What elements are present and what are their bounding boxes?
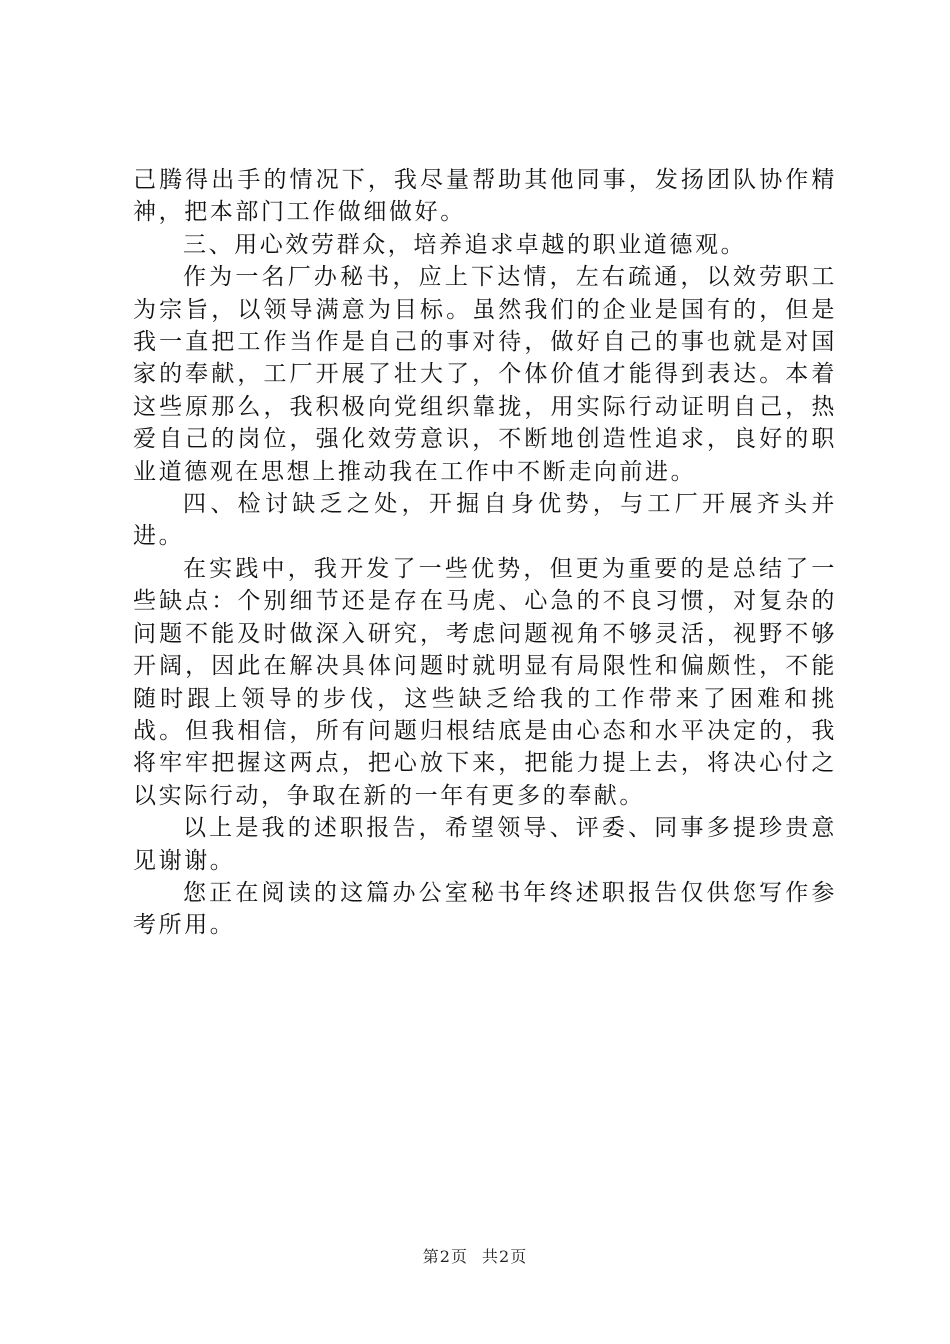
section-heading-three: 三、用心效劳群众，培养追求卓越的职业道德观。 (183, 231, 747, 258)
paragraph-closing: 以上是我的述职报告，希望领导、评委、同事多提珍贵意见谢谢。 (133, 815, 837, 874)
page-number: 第2页 (422, 1247, 468, 1266)
paragraph-secretary-duties: 作为一名厂办秘书，应上下达情，左右疏通，以效劳职工为宗旨，以领导满意为目标。虽然我们的企业是国有的，但是我一直把工作当作是自己的事对待，做好自己的事也就是对国家的奉献，工厂开展了壮大了，个体价值才能得到表达。本着这些原那么，我积极向党组织靠拢，用实际行动证明自己，热爱自己的岗位，强化效劳意识，不断地创造性追求，良好的职业道德观在思想上推动我在工作中不断走向前进。 (133, 264, 837, 485)
page-footer (0, 1244, 950, 1267)
paragraph-continuation: 己腾得出手的情况下，我尽量帮助其他同事，发扬团队协作精神，把本部门工作做细做好。 (133, 167, 837, 226)
section-heading-four: 四、检讨缺乏之处，开掘自身优势，与工厂开展齐头并进。 (133, 491, 837, 550)
document-body (133, 164, 837, 942)
paragraph-shortcomings: 在实践中，我开发了一些优势，但更为重要的是总结了一些缺点：个别细节还是存在马虎、心急的不良习惯，对复杂的问题不能及时做深入研究，考虑问题视角不够灵活，视野不够开阔，因此在解决具体问题时就明显有局限性和偏颇性，不能随时跟上领导的步伐，这些缺乏给我的工作带来了困难和挑战。但我相信，所有问题归根结底是由心态和水平决定的，我将牢牢把握这两点，把心放下来，把能力提上去，将决心付之以实际行动，争取在新的一年有更多的奉献。 (133, 555, 837, 809)
paragraph-reference-note: 您正在阅读的这篇办公室秘书年终述职报告仅供您写作参考所用。 (133, 879, 837, 939)
page-total: 共2页 (482, 1247, 528, 1266)
